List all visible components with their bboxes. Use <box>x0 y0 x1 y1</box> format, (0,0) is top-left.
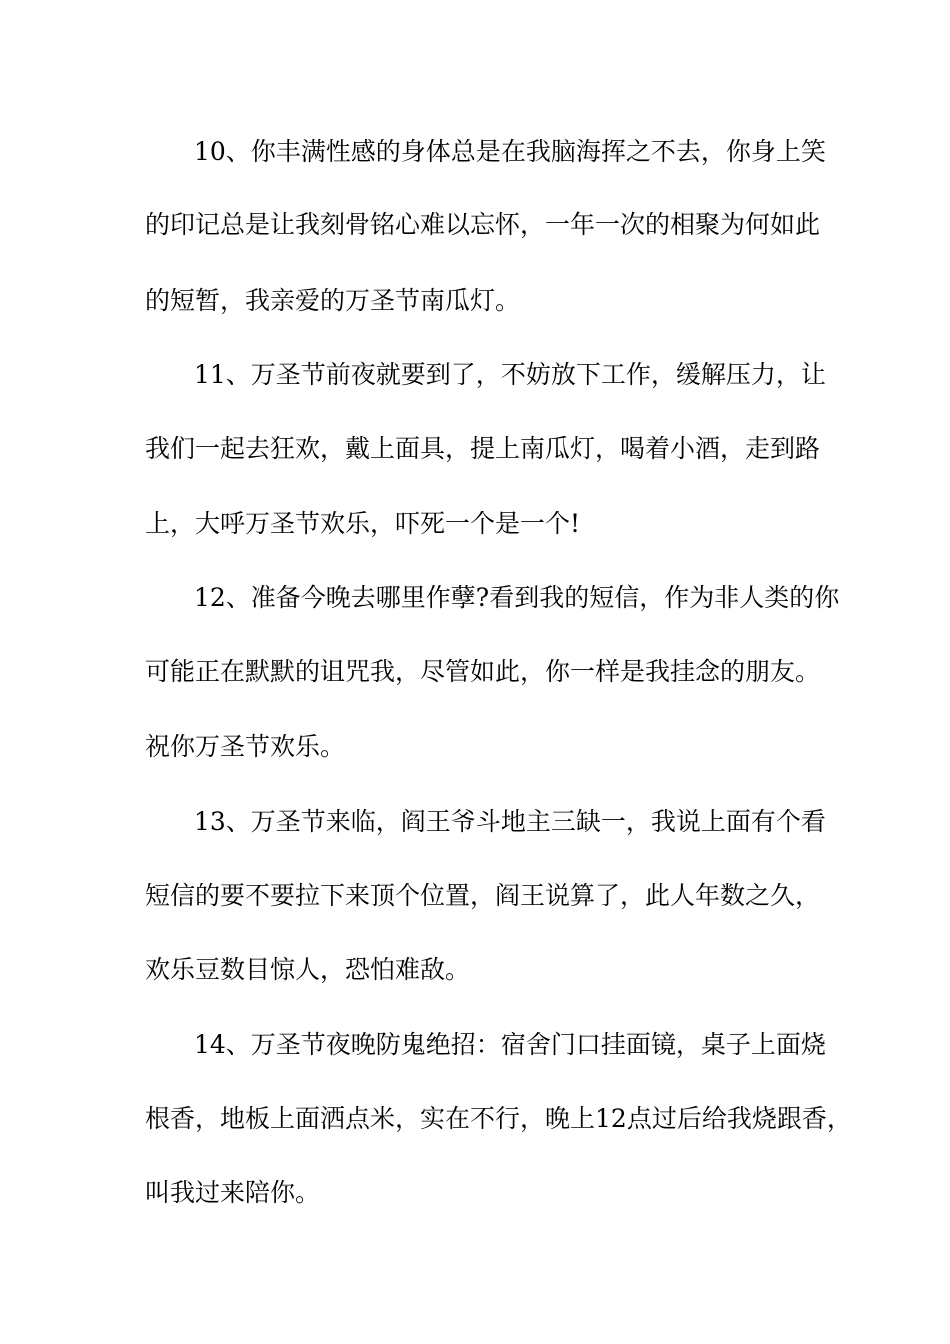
paragraph-13-line-3: 欢乐豆数目惊人，恐怕难敌。 <box>145 955 471 984</box>
paragraph-14-line-2: 根香，地板上面洒点米，实在不行，晚上12点过后给我烧跟香， <box>145 1104 852 1133</box>
paragraph-11-line-1: 11、万圣节前夜就要到了，不妨放下工作，缓解压力，让 <box>194 360 826 389</box>
paragraph-10-line-1: 10、你丰满性感的身体总是在我脑海挥之不去，你身上笑 <box>194 137 826 166</box>
paragraph-12-line-1: 12、准备今晚去哪里作孽?看到我的短信，作为非人类的你 <box>194 583 840 612</box>
paragraph-12-line-3: 祝你万圣节欢乐。 <box>145 732 346 761</box>
paragraph-14-line-1: 14、万圣节夜晚防鬼绝招：宿舍门口挂面镜，桌子上面烧 <box>194 1030 826 1059</box>
paragraph-10-line-2: 的印记总是让我刻骨铭心难以忘怀，一年一次的相聚为何如此 <box>145 210 821 239</box>
paragraph-11-line-2: 我们一起去狂欢，戴上面具，提上南瓜灯，喝着小酒，走到路 <box>145 434 821 463</box>
paragraph-11-line-3: 上，大呼万圣节欢乐，吓死一个是一个! <box>145 509 581 538</box>
paragraph-10-line-3: 的短暂，我亲爱的万圣节南瓜灯。 <box>145 286 521 315</box>
paragraph-13-line-2: 短信的要不要拉下来顶个位置，阎王说算了，此人年数之久， <box>145 881 821 910</box>
paragraph-13-line-1: 13、万圣节来临，阎王爷斗地主三缺一，我说上面有个看 <box>194 807 826 836</box>
paragraph-14-line-3: 叫我过来陪你。 <box>145 1178 321 1207</box>
paragraph-12-line-2: 可能正在默默的诅咒我，尽管如此，你一样是我挂念的朋友。 <box>145 657 821 686</box>
